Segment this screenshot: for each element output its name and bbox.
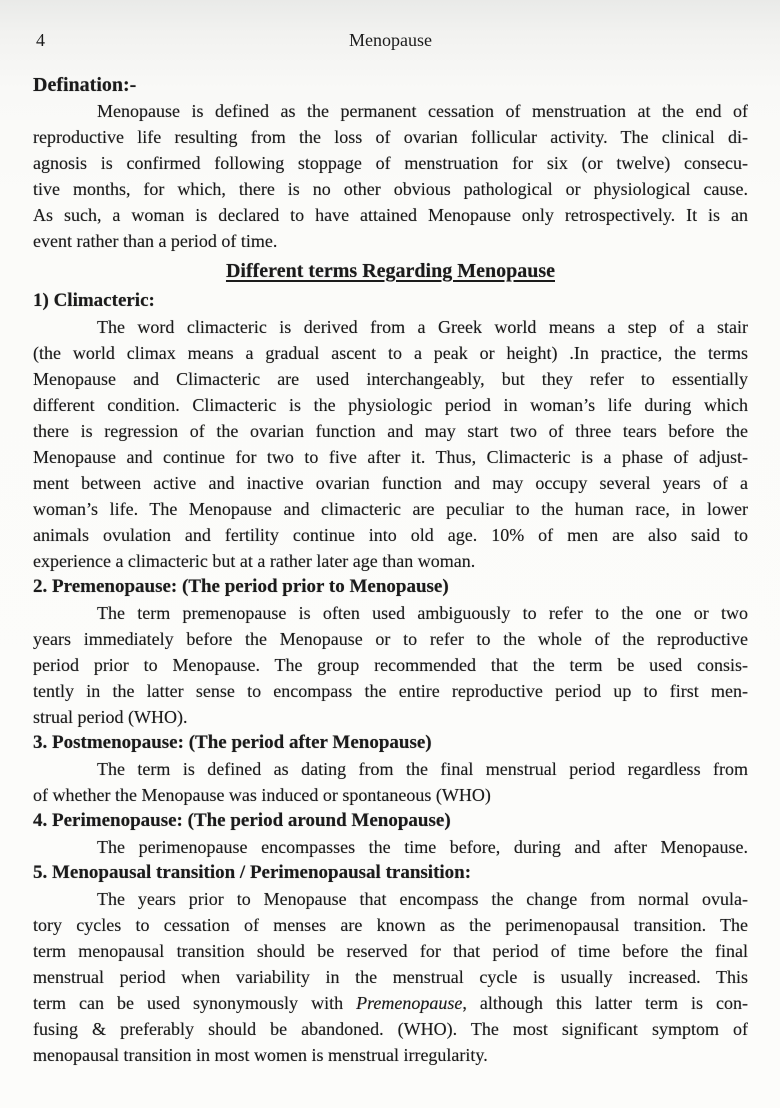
term-5-paragraph bbox=[33, 886, 748, 1068]
text-line: Menopause is defined as the permanent cessation of menstruation at the end of bbox=[97, 101, 748, 121]
text-line: experience a climacteric but at a rather later age than woman. bbox=[33, 551, 476, 571]
definition-paragraph bbox=[33, 98, 748, 254]
text-line: term menopausal transition should be reserved for that period of time before the final bbox=[33, 941, 748, 961]
text-line: Menopause and continue for two to five after it. Thus, Climacteric is a phase of adjust- bbox=[33, 447, 748, 467]
text-line: woman’s life. The Menopause and climacteric are peculiar to the human race, in lower bbox=[33, 499, 748, 519]
section-heading-text: Different terms Regarding Menopause bbox=[225, 260, 555, 282]
text-line: Menopause and Climacteric are used interchangeably, but they refer to essentially bbox=[33, 369, 748, 389]
text-line: agnosis is confirmed following stoppage of menstruation for six (or twelve) consecu- bbox=[33, 153, 748, 173]
section-heading bbox=[33, 257, 748, 285]
term-4-paragraph bbox=[33, 834, 748, 860]
text-line: animals ovulation and fertility continue into old age. 10% of men are also said to bbox=[33, 525, 748, 545]
term-3-paragraph bbox=[33, 756, 748, 808]
text-line-with-italic bbox=[33, 990, 748, 1016]
text-line: As such, a woman is declared to have attained Menopause only retrospectively. It is an bbox=[33, 205, 748, 225]
term-4-heading: 4. Perimenopause: (The period around Menopause) bbox=[33, 810, 451, 831]
text-line: (the world climax means a gradual ascent to a peak or height) .In practice, the terms bbox=[33, 343, 748, 363]
text-line: different condition. Climacteric is the physiologic period in woman’s life during which bbox=[33, 395, 748, 415]
text-line: years immediately before the Menopause or to refer to the whole of the reproductive bbox=[33, 629, 748, 649]
text-line: tently in the latter sense to encompass the entire reproductive period up to first men- bbox=[33, 681, 748, 701]
text-segment: term can be used synonymously with bbox=[33, 993, 357, 1013]
text-line: tive months, for which, there is no other obvious pathological or physiological cause. bbox=[33, 179, 748, 199]
text-segment: , although this latter term is con- bbox=[462, 993, 748, 1013]
definition-heading: Defination:- bbox=[33, 74, 137, 96]
text-line: strual period (WHO). bbox=[33, 707, 188, 727]
term-5-heading: 5. Menopausal transition / Perimenopausal transition: bbox=[33, 862, 472, 883]
text-line: tory cycles to cessation of menses are known as the perimenopausal transition. The bbox=[33, 915, 748, 935]
text-line: period prior to Menopause. The group recommended that the term be used consis- bbox=[33, 655, 748, 675]
text-line: menstrual period when variability in the menstrual cycle is usually increased. This bbox=[33, 967, 748, 987]
running-header bbox=[33, 30, 748, 56]
term-3-heading: 3. Postmenopause: (The period after Menopause) bbox=[33, 732, 432, 753]
text-line: ment between active and inactive ovarian function and may occupy several years of a bbox=[33, 473, 748, 493]
text-line: The term is defined as dating from the final menstrual period regardless from bbox=[97, 759, 748, 779]
page-number: 4 bbox=[36, 30, 45, 50]
text-line: The word climacteric is derived from a Greek world means a step of a stair bbox=[97, 317, 748, 337]
term-1-heading: 1) Climacteric: bbox=[33, 290, 155, 311]
text-line: The perimenopause encompasses the time before, during and after Menopause. bbox=[97, 837, 748, 857]
term-2-heading: 2. Premenopause: (The period prior to Menopause) bbox=[33, 576, 449, 597]
text-line: reproductive life resulting from the loss of ovarian follicular activity. The clinical di- bbox=[33, 127, 748, 147]
text-line: The years prior to Menopause that encompass the change from normal ovula- bbox=[97, 889, 748, 909]
term-2-paragraph bbox=[33, 600, 748, 730]
text-line: fusing & preferably should be abandoned. (WHO). The most significant symptom of bbox=[33, 1019, 748, 1039]
text-line: of whether the Menopause was induced or spontaneous (WHO) bbox=[33, 785, 491, 805]
text-line: event rather than a period of time. bbox=[33, 231, 278, 251]
text-line: menopausal transition in most women is menstrual irregularity. bbox=[33, 1045, 488, 1065]
text-line: The term premenopause is often used ambiguously to refer to the one or two bbox=[97, 603, 748, 623]
italic-term: Premenopause bbox=[356, 993, 463, 1013]
running-title: Menopause bbox=[349, 30, 432, 50]
term-1-paragraph bbox=[33, 314, 748, 574]
text-line: there is regression of the ovarian function and may start two of three tears before the bbox=[33, 421, 748, 441]
